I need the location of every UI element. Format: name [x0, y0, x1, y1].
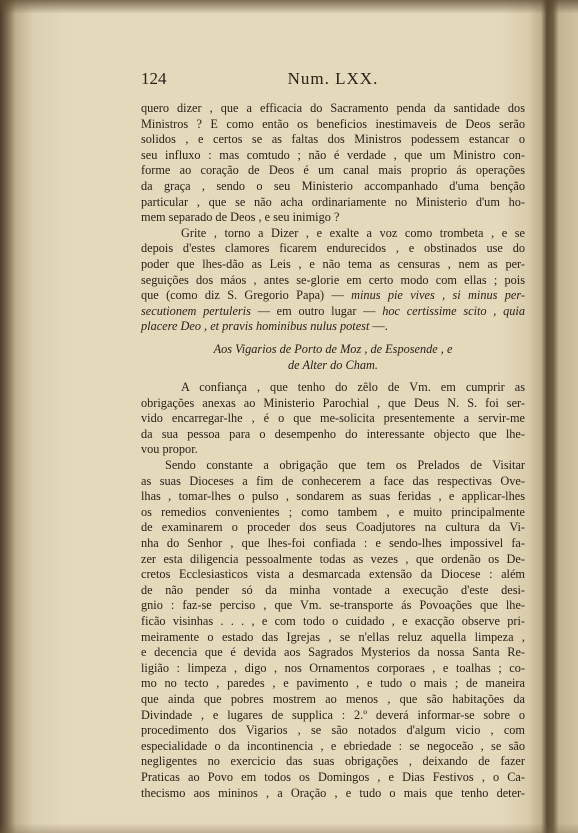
text-block	[141, 101, 525, 801]
text-line: mo no tecto , paredes , e pavimento , e tudo o mais ; de maneira	[141, 676, 525, 691]
text-segment: — em outro lugar —	[250, 303, 383, 318]
paragraph	[141, 101, 525, 226]
latin-quotation: hoc certissime scito , quia	[382, 303, 525, 318]
text-line: Praticas ao Povo em todos os Domingos , e Dias Festivos , o Ca-	[141, 769, 525, 784]
text-line: Divindade , e lugares de supplica : 2.º deverá informar-se sobre o	[141, 707, 525, 722]
text-line: de não pender só da minha vontade a execução d'este desi-	[141, 582, 525, 597]
page-top-edge	[0, 0, 578, 14]
text-line	[141, 288, 525, 304]
text-line	[141, 273, 525, 289]
text-segment: depois d'estes clamores ficarem endurecidos , e obstinados use do	[141, 241, 525, 256]
text-line: solidos , e certos se as faltas dos Ministros podessem estancar o	[141, 132, 525, 147]
text-line: de examinarem o proceder dos seus Coadjutores na cultura da Vi-	[141, 520, 525, 535]
text-line: vou propor.	[141, 442, 198, 457]
text-line: nha do Senhor , que lhes-foi confiada : e sendo-lhes impossivel fa-	[141, 536, 525, 551]
text-line: vido encarregar-lhe , é o que me-solicita presentemente a servir-me	[141, 411, 525, 426]
paragraph	[141, 226, 525, 335]
text-segment: seguições dos máos , antes se-glorie em certo modo com ellas ; pois	[141, 272, 525, 287]
text-line: A confiança , que tenho do zêlo de Vm. em cumprir as	[181, 380, 525, 395]
text-line: procedimento dos Vigarios , se são notados d'algum vicio , com	[141, 723, 525, 738]
text-line: Sendo constante a obrigação que tem os Prelados de Visitar	[165, 458, 525, 473]
heading-line: de Alter do Cham.	[288, 357, 378, 372]
text-line	[141, 241, 525, 257]
running-header	[141, 69, 525, 93]
text-line: forme ao coração de Deos é um canal mais proprio ás operações	[141, 163, 525, 178]
text-line	[141, 226, 525, 242]
text-line: negligentes no exercicio das suas obrigações , deixando de fazer	[141, 754, 525, 769]
heading-line: Aos Vigarios de Porto de Moz , de Esposende , e	[213, 341, 453, 356]
text-line: lhas , tomar-lhes o pulso , sondarem as suas feridas , e applicar-lhes	[141, 489, 525, 504]
text-line: os remedios convenientes ; como tambem , e muito principalmente	[141, 504, 525, 519]
page-bottom-edge	[0, 823, 578, 833]
text-line: seu influxo : mas comtudo ; não é verdade , que um Ministro con-	[141, 147, 525, 162]
text-line: quero dizer , que a efficacia do Sacramento penda da santidade dos	[141, 101, 525, 115]
text-line	[141, 257, 525, 273]
latin-quotation: minus pie vives , si minus per-	[351, 288, 525, 303]
text-segment: —.	[369, 319, 388, 334]
issue-number: Num. LXX.	[287, 69, 379, 88]
paragraph	[141, 380, 525, 458]
page-number: 124	[141, 69, 167, 88]
text-segment: que (como diz S. Gregorio Papa) —	[141, 288, 352, 303]
text-line: especialidade o da incontinencia , e ebriedade : se negoceão , se são	[141, 738, 525, 753]
text-line: da sua pessoa para o desempenho do interessante objecto que lhe-	[141, 426, 525, 441]
text-line: particular , que se não acha ordinariamente no Ministerio d'um ho-	[141, 194, 525, 209]
text-line: cretos Ecclesiasticos vista a desmarcada extensão da Diocese : além	[141, 567, 525, 582]
text-line: ficão visinhas . . . , e com todo o cuidado , e exacção observe pri-	[141, 614, 525, 628]
text-line: meiramente o estado das Igrejas , se n'ellas reluz aquella limpeza ,	[141, 629, 525, 644]
text-line: mem separado de Deos , e seu inimigo ?	[141, 210, 340, 225]
text-line: as suas Dioceses a fim de conhecerem a face das respectivas Ove-	[141, 473, 525, 488]
latin-quotation: placere Deo , et pravis hominibus nulus potest	[141, 319, 370, 334]
text-line: gnio : faz-se perciso , que Vm. se-transporte ás Povoações que lhe-	[141, 598, 525, 613]
text-line	[141, 319, 525, 335]
text-segment: poder que lhes-dão as Leis , e não tema as censuras , nem as per-	[141, 256, 525, 271]
text-line: Ministros ? E como então os beneficios inestimaveis de Deos serão	[141, 116, 525, 131]
text-line: que ainda que pobres mostrem ao menos , que são habitações da	[141, 691, 525, 706]
text-line: thecismo aos mininos , a Oração , e tudo o mais que tenho deter-	[141, 785, 525, 800]
text-line: zer esta diligencia pessoalmente todas as vezes , que ordenão os De-	[141, 551, 525, 566]
text-line: e decencia que é devida aos Sagrados Mysterios da nossa Santa Re-	[141, 645, 525, 660]
text-line: obrigações anexas ao Ministerio Parochial , que Deus N. S. foi ser-	[141, 395, 525, 410]
text-line: ligião : limpeza , digo , nos Ornamentos corporaes , e toalhas ; co-	[141, 660, 525, 675]
text-segment: Grite , torno a Dizer , e exalte a voz como trombeta , e se	[181, 225, 525, 240]
text-line	[141, 304, 525, 320]
paragraph	[141, 458, 525, 801]
latin-quotation: secutionem pertuleris	[141, 303, 251, 318]
section-heading	[141, 342, 525, 373]
text-line: da graça , sendo o seu Ministerio accompanhado d'uma benção	[141, 178, 525, 193]
